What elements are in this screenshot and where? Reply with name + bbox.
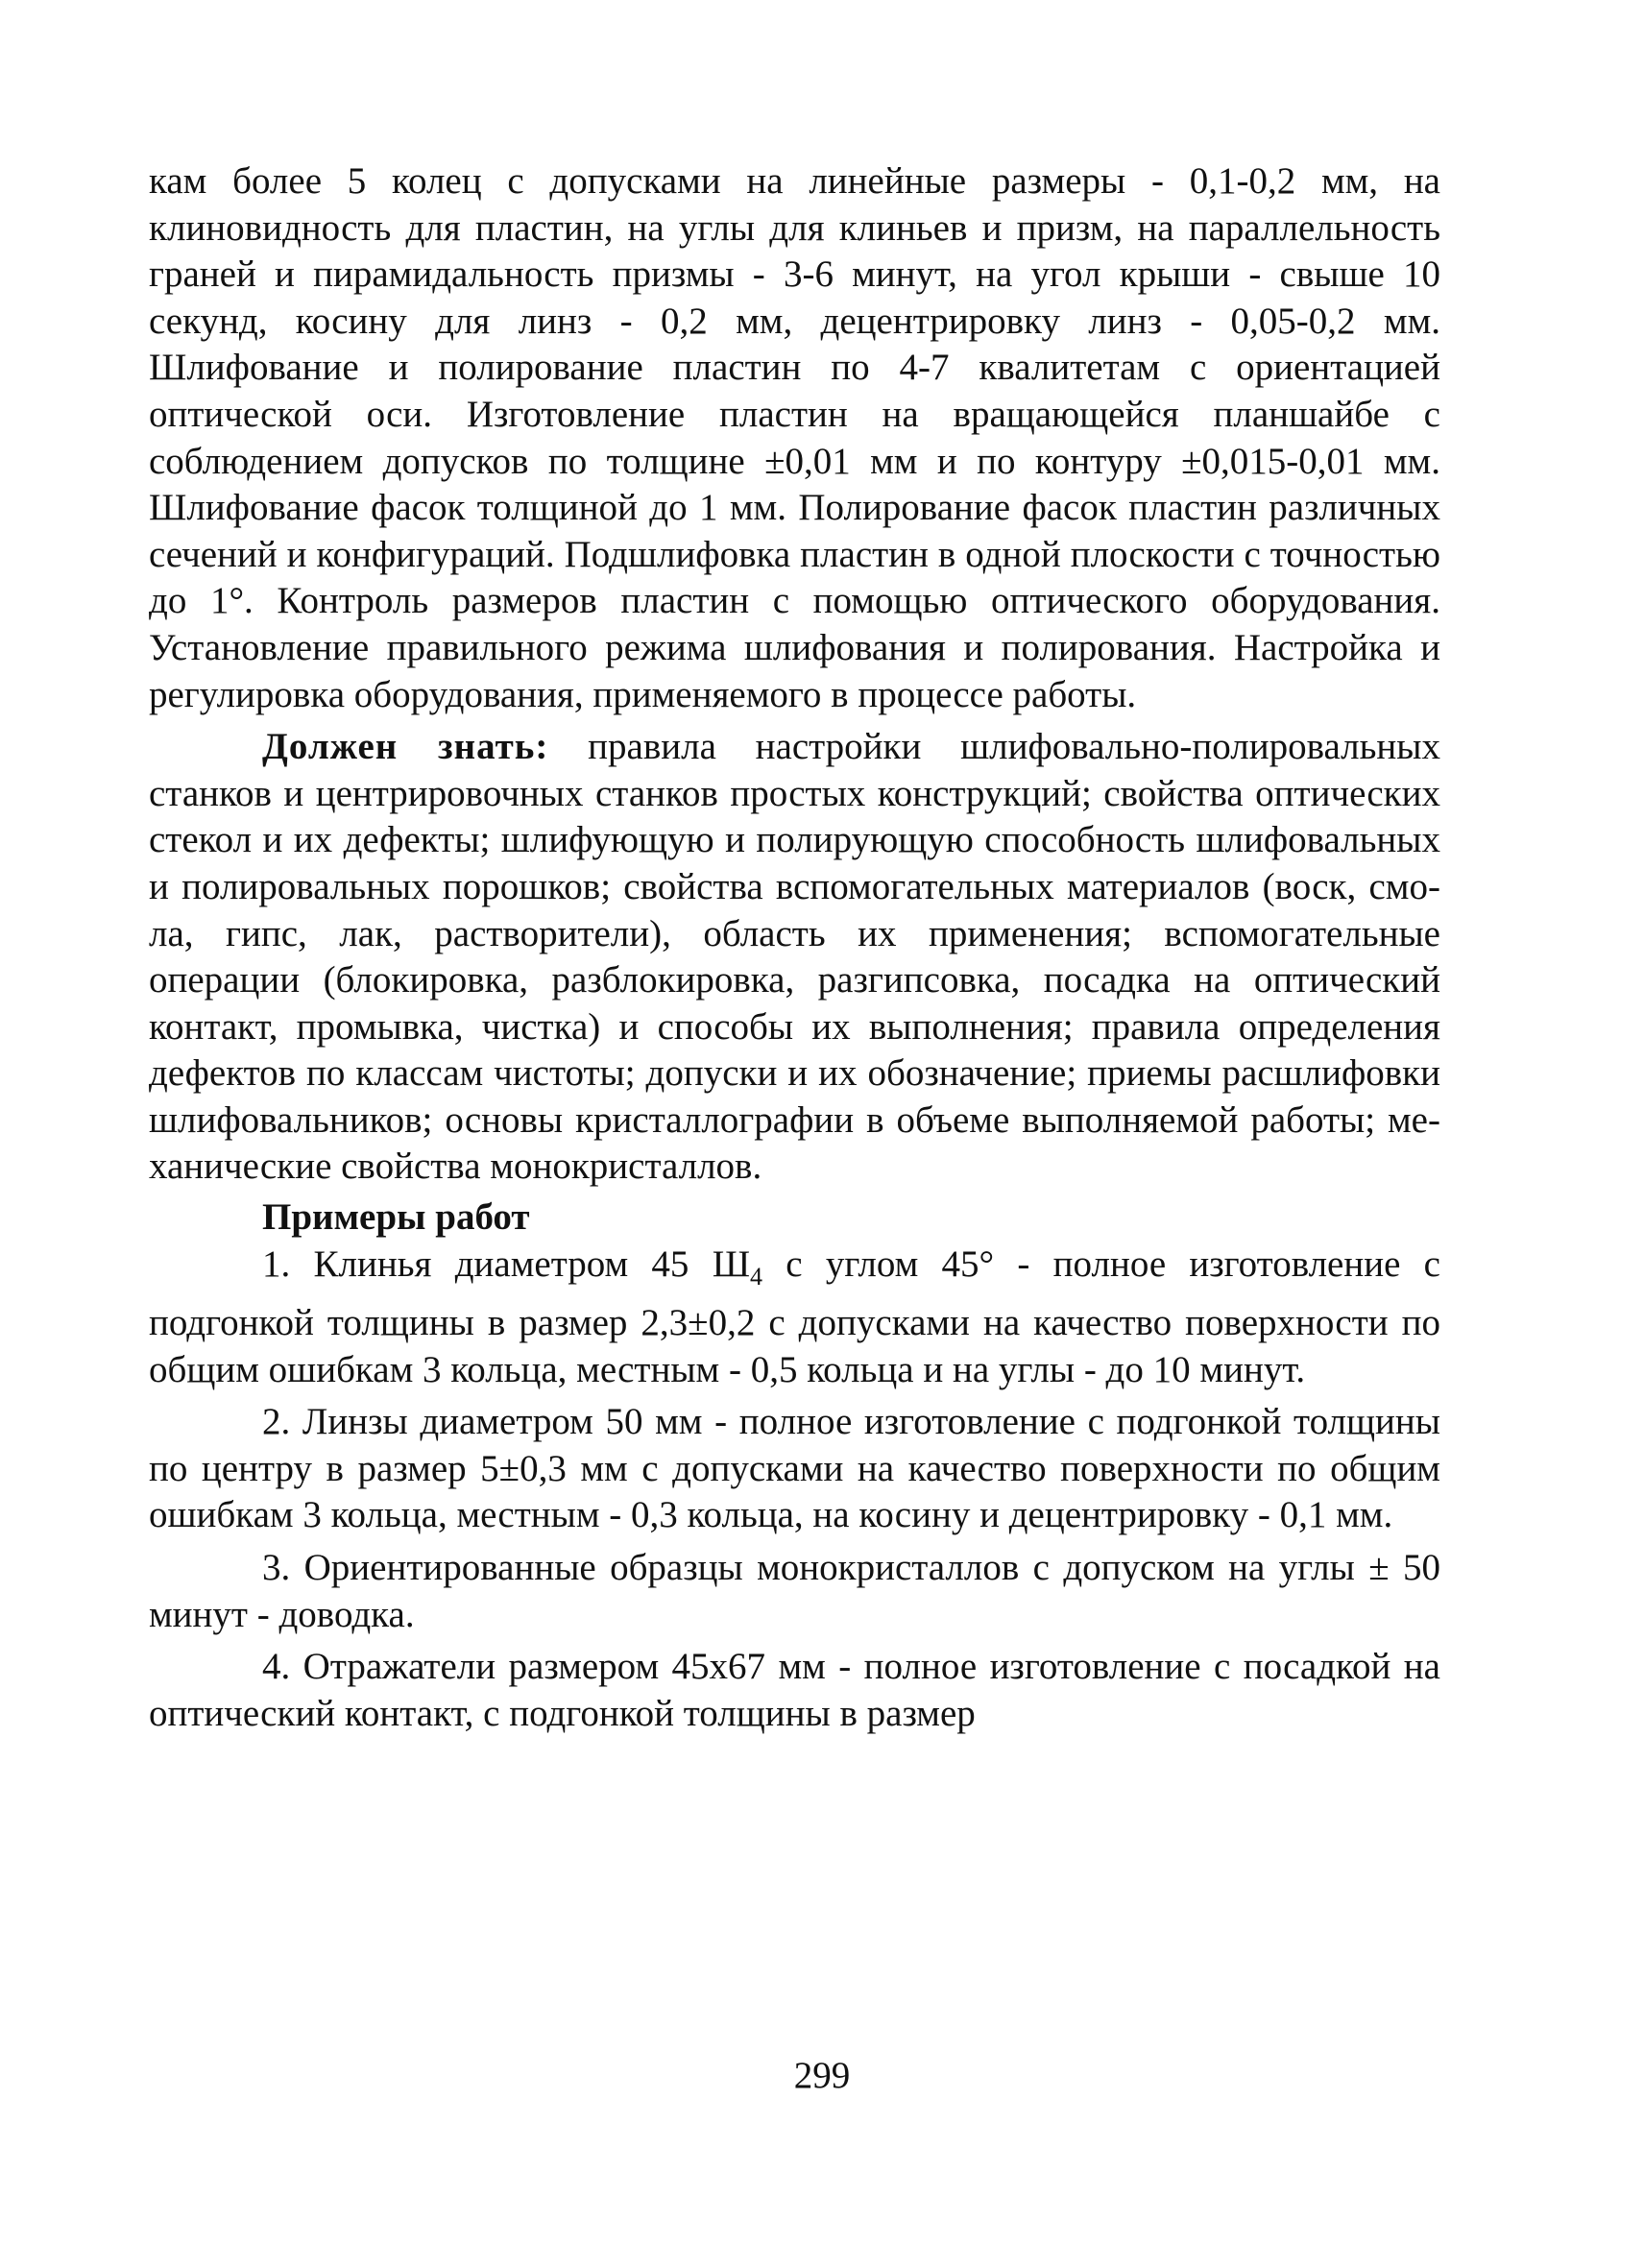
example-1-subscript: 4	[750, 1262, 763, 1291]
examples-heading: Примеры работ	[262, 1196, 530, 1239]
example-item-3: 3. Ориентированные образцы монокристаллов с допуском на углы ± 50 минут - доводка.	[149, 1547, 1440, 1635]
example-1-text: с углом 45° - полное изготовление с подгонкой толщины в размер 2,3±0,2 с допусками на качество поверхности по общим ошибкам 3 кольца, местным - 0,5 кольца и на углы - до 10 минут.	[149, 1243, 1440, 1390]
must-know-paragraph	[149, 724, 1440, 1191]
must-know-label: Должен знать:	[262, 726, 549, 768]
example-item-1	[149, 1242, 1440, 1394]
page-number: 299	[793, 2055, 851, 2096]
example-item-4: 4. Отражатели размером 45х67 мм - полное изготовление с посадкой на оптический контакт, с подгонкой толщины в размер	[149, 1646, 1440, 1734]
page-body	[149, 158, 1440, 1737]
intro-paragraph: кам более 5 колец с допусками на линейные размеры - 0,1-0,2 мм, на клиновидность для пластин, на углы для клиньев и призм, на параллельность граней и пирамидальность призмы - 3-6 минут, на угол крыши - свыше 10 секунд, косину для линз - 0,2 мм, децентрировку линз - 0,05-0,2 мм. Шлифование и полирование пластин по 4-7 квалитетам с ориентацией оптической оси. Изготовление пластин на вращающейся планшайбе с соблюдением допусков по толщине ±0,01 мм и по контуру ±0,015-0,01 мм. Шлифование фасок толщиной до 1 мм. Полирование фасок пластин различных сечений и конфигураций. Подшлифовка пластин в одной плоскости с точностью до 1°. Контроль размеров пластин с помощью оптического оборудования. Установление правильного режима шлифования и полирования. Настройка и регулировка оборудования, применяемого в процессе работы.	[149, 160, 1440, 715]
must-know-text: правила настройки шлифовально-полировальных станков и центрировочных станков простых конструкций; свойства оптических стекол и их дефекты; шлифующую и полирующую способность шлифовальных и полировальных порошков; свойства вспомогательных материалов (воск, смола, гипс, лак, растворители), область их применения; вспомогательные операции (блокировка, разблокировка, разгипсовка, посадка на оптический контакт, промывка, чистка) и способы их выполнения; правила определения дефектов по классам чистоты; допуски и их обозначение; приемы расшлифовки шлифовальников; основы кристаллографии в объеме выполняемой работы; механические свойства монокристаллов.	[149, 726, 1440, 1188]
example-item-2: 2. Линзы диаметром 50 мм - полное изготовление с подгонкой толщины по центру в размер 5±0,3 мм с допусками на качество поверхности по общим ошибкам 3 кольца, местным - 0,3 кольца, на косину и децентрировку - 0,1 мм.	[149, 1401, 1440, 1536]
example-1-lead: 1. Клинья диаметром 45 Ш	[262, 1243, 751, 1285]
